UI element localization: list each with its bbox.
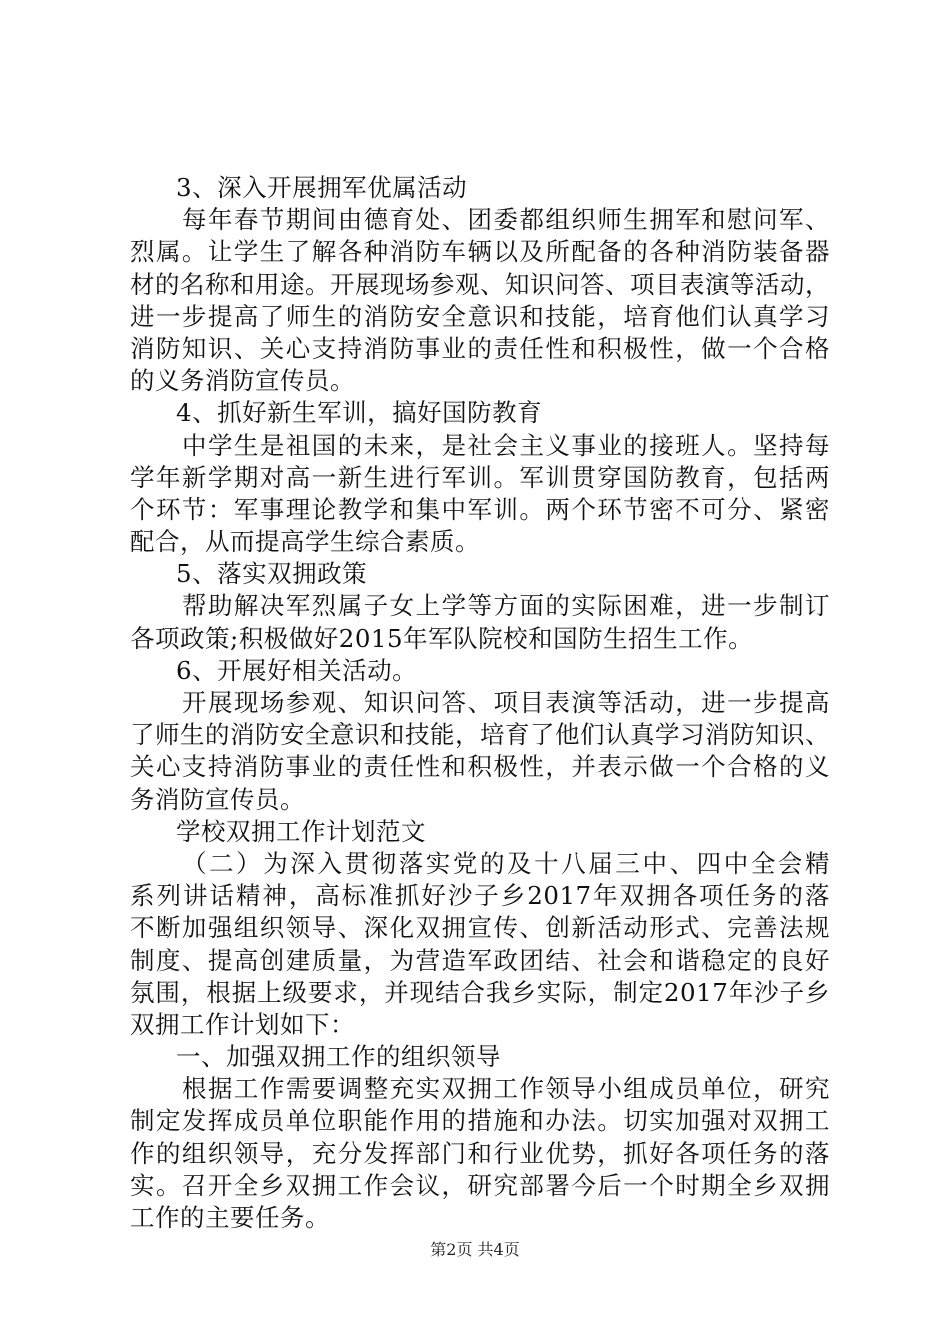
paragraph-line: 不断加强组织领导、深化双拥宣传、创新活动形式、完善法规: [130, 913, 830, 943]
paragraph-line: 务消防宣传员。: [130, 784, 305, 814]
paragraph-line: 学年新学期对高一新生进行军训。军训贯穿国防教育，包括两: [130, 462, 830, 492]
paragraph-line: 了师生的消防安全意识和技能，培育了他们认真学习消防知识、: [130, 720, 830, 750]
paragraph-line: 帮助解决军烈属子女上学等方面的实际困难，进一步制订: [182, 591, 830, 621]
paragraph-line: 氛围，根据上级要求，并现结合我乡实际，制定2017年沙子乡: [130, 977, 830, 1007]
paragraph-line: 工作的主要任务。: [130, 1203, 330, 1232]
section-heading: 学校双拥工作计划范文: [176, 816, 426, 846]
paragraph-line: 作的组织领导，充分发挥部门和行业优势，抓好各项任务的落: [130, 1138, 830, 1168]
paragraph-line: 开展现场参观、知识问答、项目表演等活动，进一步提高: [182, 688, 830, 717]
page-number-footer: 第2页 共4页: [430, 1240, 520, 1259]
paragraph-line: 进一步提高了师生的消防安全意识和技能，培育他们认真学习: [130, 301, 830, 331]
section-heading: 一、加强双拥工作的组织领导: [176, 1042, 501, 1072]
section-heading: 5、落实双拥政策: [176, 559, 368, 589]
paragraph-line: 烈属。让学生了解各种消防车辆以及所配备的各种消防装备器: [130, 237, 830, 267]
paragraph-line: 的义务消防宣传员。: [130, 366, 355, 396]
paragraph-line: 实。召开全乡双拥工作会议，研究部署今后一个时期全乡双拥: [130, 1170, 830, 1200]
document-body: [130, 172, 830, 1234]
paragraph-line: 个环节：军事理论教学和集中军训。两个环节密不可分、紧密: [130, 494, 830, 524]
section-heading: 4、抓好新生军训，搞好国防教育: [176, 398, 543, 428]
paragraph-line: 制度、提高创建质量，为营造军政团结、社会和谐稳定的良好: [130, 945, 830, 975]
paragraph-line: 关心支持消防事业的责任性和积极性，并表示做一个合格的义: [130, 752, 830, 782]
paragraph-line: 系列讲话精神，高标准抓好沙子乡2017年双拥各项任务的落: [130, 881, 830, 911]
paragraph-line: 配合，从而提高学生综合素质。: [130, 527, 480, 557]
paragraph-line: 双拥工作计划如下：: [130, 1009, 355, 1039]
paragraph-line: （二）为深入贯彻落实党的及十八届三中、四中全会精: [182, 848, 830, 878]
paragraph-line: 中学生是祖国的未来，是社会主义事业的接班人。坚持每: [182, 430, 830, 460]
paragraph-line: 消防知识、关心支持消防事业的责任性和积极性，做一个合格: [130, 333, 830, 363]
paragraph-line: 各项政策;积极做好2015年军队院校和国防生招生工作。: [130, 623, 754, 653]
paragraph-line: 制定发挥成员单位职能作用的措施和办法。切实加强对双拥工: [130, 1106, 830, 1136]
paragraph-line: 材的名称和用途。开展现场参观、知识问答、项目表演等活动，: [130, 269, 830, 299]
paragraph-line: 根据工作需要调整充实双拥工作领导小组成员单位，研究: [182, 1074, 830, 1104]
section-heading: 3、深入开展拥军优属活动: [176, 173, 468, 202]
paragraph-line: 每年春节期间由德育处、团委都组织师生拥军和慰问军、: [182, 205, 830, 235]
section-heading: 6、开展好相关活动。: [176, 655, 418, 685]
